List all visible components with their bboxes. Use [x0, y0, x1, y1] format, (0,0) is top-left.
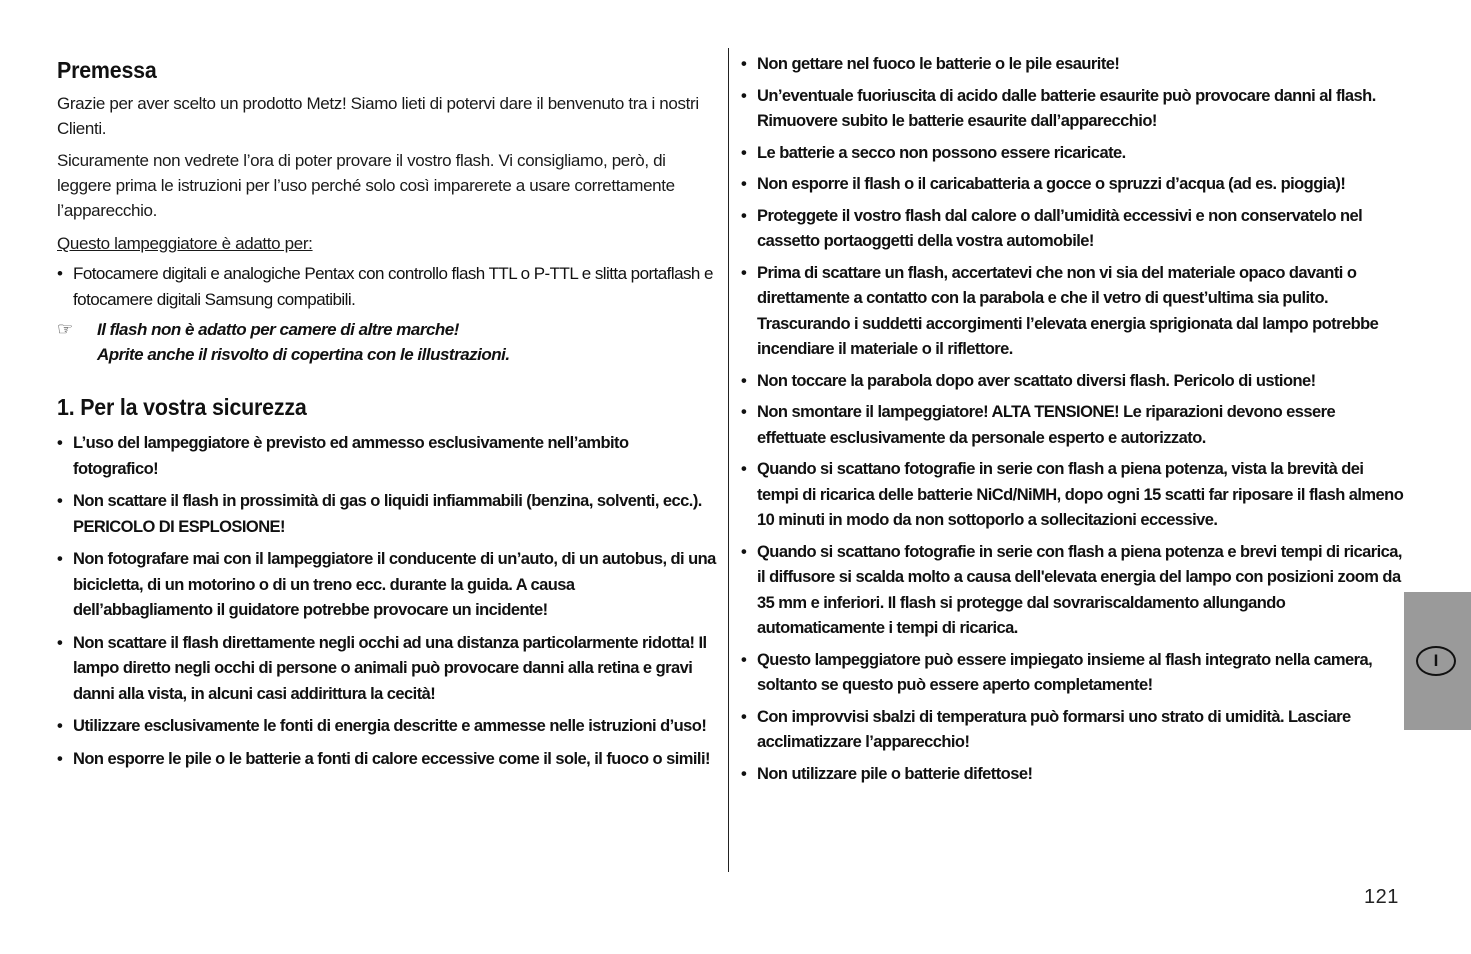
list-item: • Fotocamere digitali e analogiche Pentax con controllo flash TTL o P-TTL e slitta portaflash e fotocamere digitali Samsung compatibili. [57, 261, 717, 312]
list-item: • Non smontare il lampeggiatore! ALTA TENSIONE! Le riparazioni devono essere effettuate esclusivamente da personale esperto e autorizzato. [741, 400, 1405, 451]
note-line-1: Il flash non è adatto per camere di altre marche! [97, 320, 459, 339]
list-item: • Non utilizzare pile o batterie difettose! [741, 762, 1405, 788]
language-tab[interactable] [1404, 592, 1471, 730]
column-divider [728, 48, 729, 872]
suitable-heading: Questo lampeggiatore è adatto per: [57, 234, 313, 253]
safety-heading: 1. Per la vostra sicurezza [57, 394, 307, 420]
list-item: • Quando si scattano fotografie in serie con flash a piena potenza e brevi tempi di ricarica, il diffusore si scalda molto a causa dell'elevata energia del lampo con posizioni zoom da 35 mm e inferiori. Il flash si protegge dal sovrariscaldamento allungando automaticamente i tempi di ricarica. [741, 540, 1405, 642]
premessa-paragraph-1: Grazie per aver scelto un prodotto Metz! Siamo lieti di potervi dare il benvenuto tra i nostri Clienti. [57, 94, 699, 138]
list-item: • Non esporre il flash o il caricabatteria a gocce o spruzzi d’acqua (ad es. pioggia)! [741, 172, 1405, 198]
note-line-2: Aprite anche il risvolto di copertina con le illustrazioni. [97, 345, 510, 364]
premessa-paragraph-2: Sicuramente non vedrete l’ora di poter provare il vostro flash. Vi consigliamo, però, di leggere prima le istruzioni per l’uso perché solo così imparerete a usare correttamente l’apparecchio. [57, 151, 675, 220]
page-number: 121 [1364, 886, 1399, 908]
list-item: • Non gettare nel fuoco le batterie o le pile esaurite! [741, 52, 1405, 78]
list-item: • L’uso del lampeggiatore è previsto ed ammesso esclusivamente nell’ambito fotografico! [57, 431, 717, 482]
hand-pointing-icon: ☞ [57, 319, 73, 339]
list-item: • Questo lampeggiatore può essere impiegato insieme al flash integrato nella camera, soltanto se questo può essere aperto completamente! [741, 648, 1405, 699]
list-item: • Quando si scattano fotografie in serie con flash a piena potenza, vista la brevità dei tempi di ricarica delle batterie NiCd/NiMH, dopo ogni 15 scatti far riposare il flash almeno 10 minuti in modo da non sottoporlo a sollecitazioni eccessive. [741, 457, 1405, 534]
list-item: • Un’eventuale fuoriuscita di acido dalle batterie esaurite può provocare danni al flash. Rimuovere subito le batterie esaurite dall’apparecchio! [741, 84, 1405, 135]
list-item: • Non toccare la parabola dopo aver scattato diversi flash. Pericolo di ustione! [741, 369, 1405, 395]
list-item: • Proteggete il vostro flash dal calore o dall’umidità eccessivi e non conservatelo nel cassetto portaoggetti della vostra automobile! [741, 204, 1405, 255]
list-item: • Utilizzare esclusivamente le fonti di energia descritte e ammesse nelle istruzioni d’uso! [57, 714, 717, 740]
list-item: • Prima di scattare un flash, accertatevi che non vi sia del materiale opaco davanti o direttamente a contatto con la parabola e che il vetro di quest’ultima sia pulito. Trascurando i suddetti accorgimenti l’elevata energia sprigionata dal lampo potrebbe incendiare il materiale o il riflettore. [741, 261, 1405, 363]
list-item: • Non scattare il flash direttamente negli occhi ad una distanza particolarmente ridotta! Il lampo diretto negli occhi di persone o animali può provocare danni alla retina e gravi danni alla vista, in alcuni casi addirittura la cecità! [57, 631, 717, 708]
list-item: • Le batterie a secco non possono essere ricaricate. [741, 141, 1405, 167]
safety-list-right [741, 52, 1405, 787]
list-item: • Non fotografare mai con il lampeggiatore il conducente di un’auto, di un autobus, di una bicicletta, di un motorino o di un treno ecc. durante la guida. A causa dell’abbagliamento il guidatore potrebbe provocare un incidente! [57, 547, 717, 624]
premessa-heading: Premessa [57, 57, 157, 83]
list-item: • Non scattare il flash in prossimità di gas o liquidi infiammabili (benzina, solventi, ecc.). PERICOLO DI ESPLOSIONE! [57, 489, 717, 540]
list-item: • Con improvvisi sbalzi di temperatura può formarsi uno strato di umidità. Lasciare acclimatizzare l’apparecchio! [741, 705, 1405, 756]
suitable-list [57, 261, 717, 312]
safety-list-left [57, 431, 717, 772]
list-item: • Non esporre le pile o le batterie a fonti di calore eccessive come il sole, il fuoco o simili! [57, 747, 717, 773]
compatibility-note [57, 317, 717, 367]
language-code-badge: I [1416, 646, 1456, 676]
